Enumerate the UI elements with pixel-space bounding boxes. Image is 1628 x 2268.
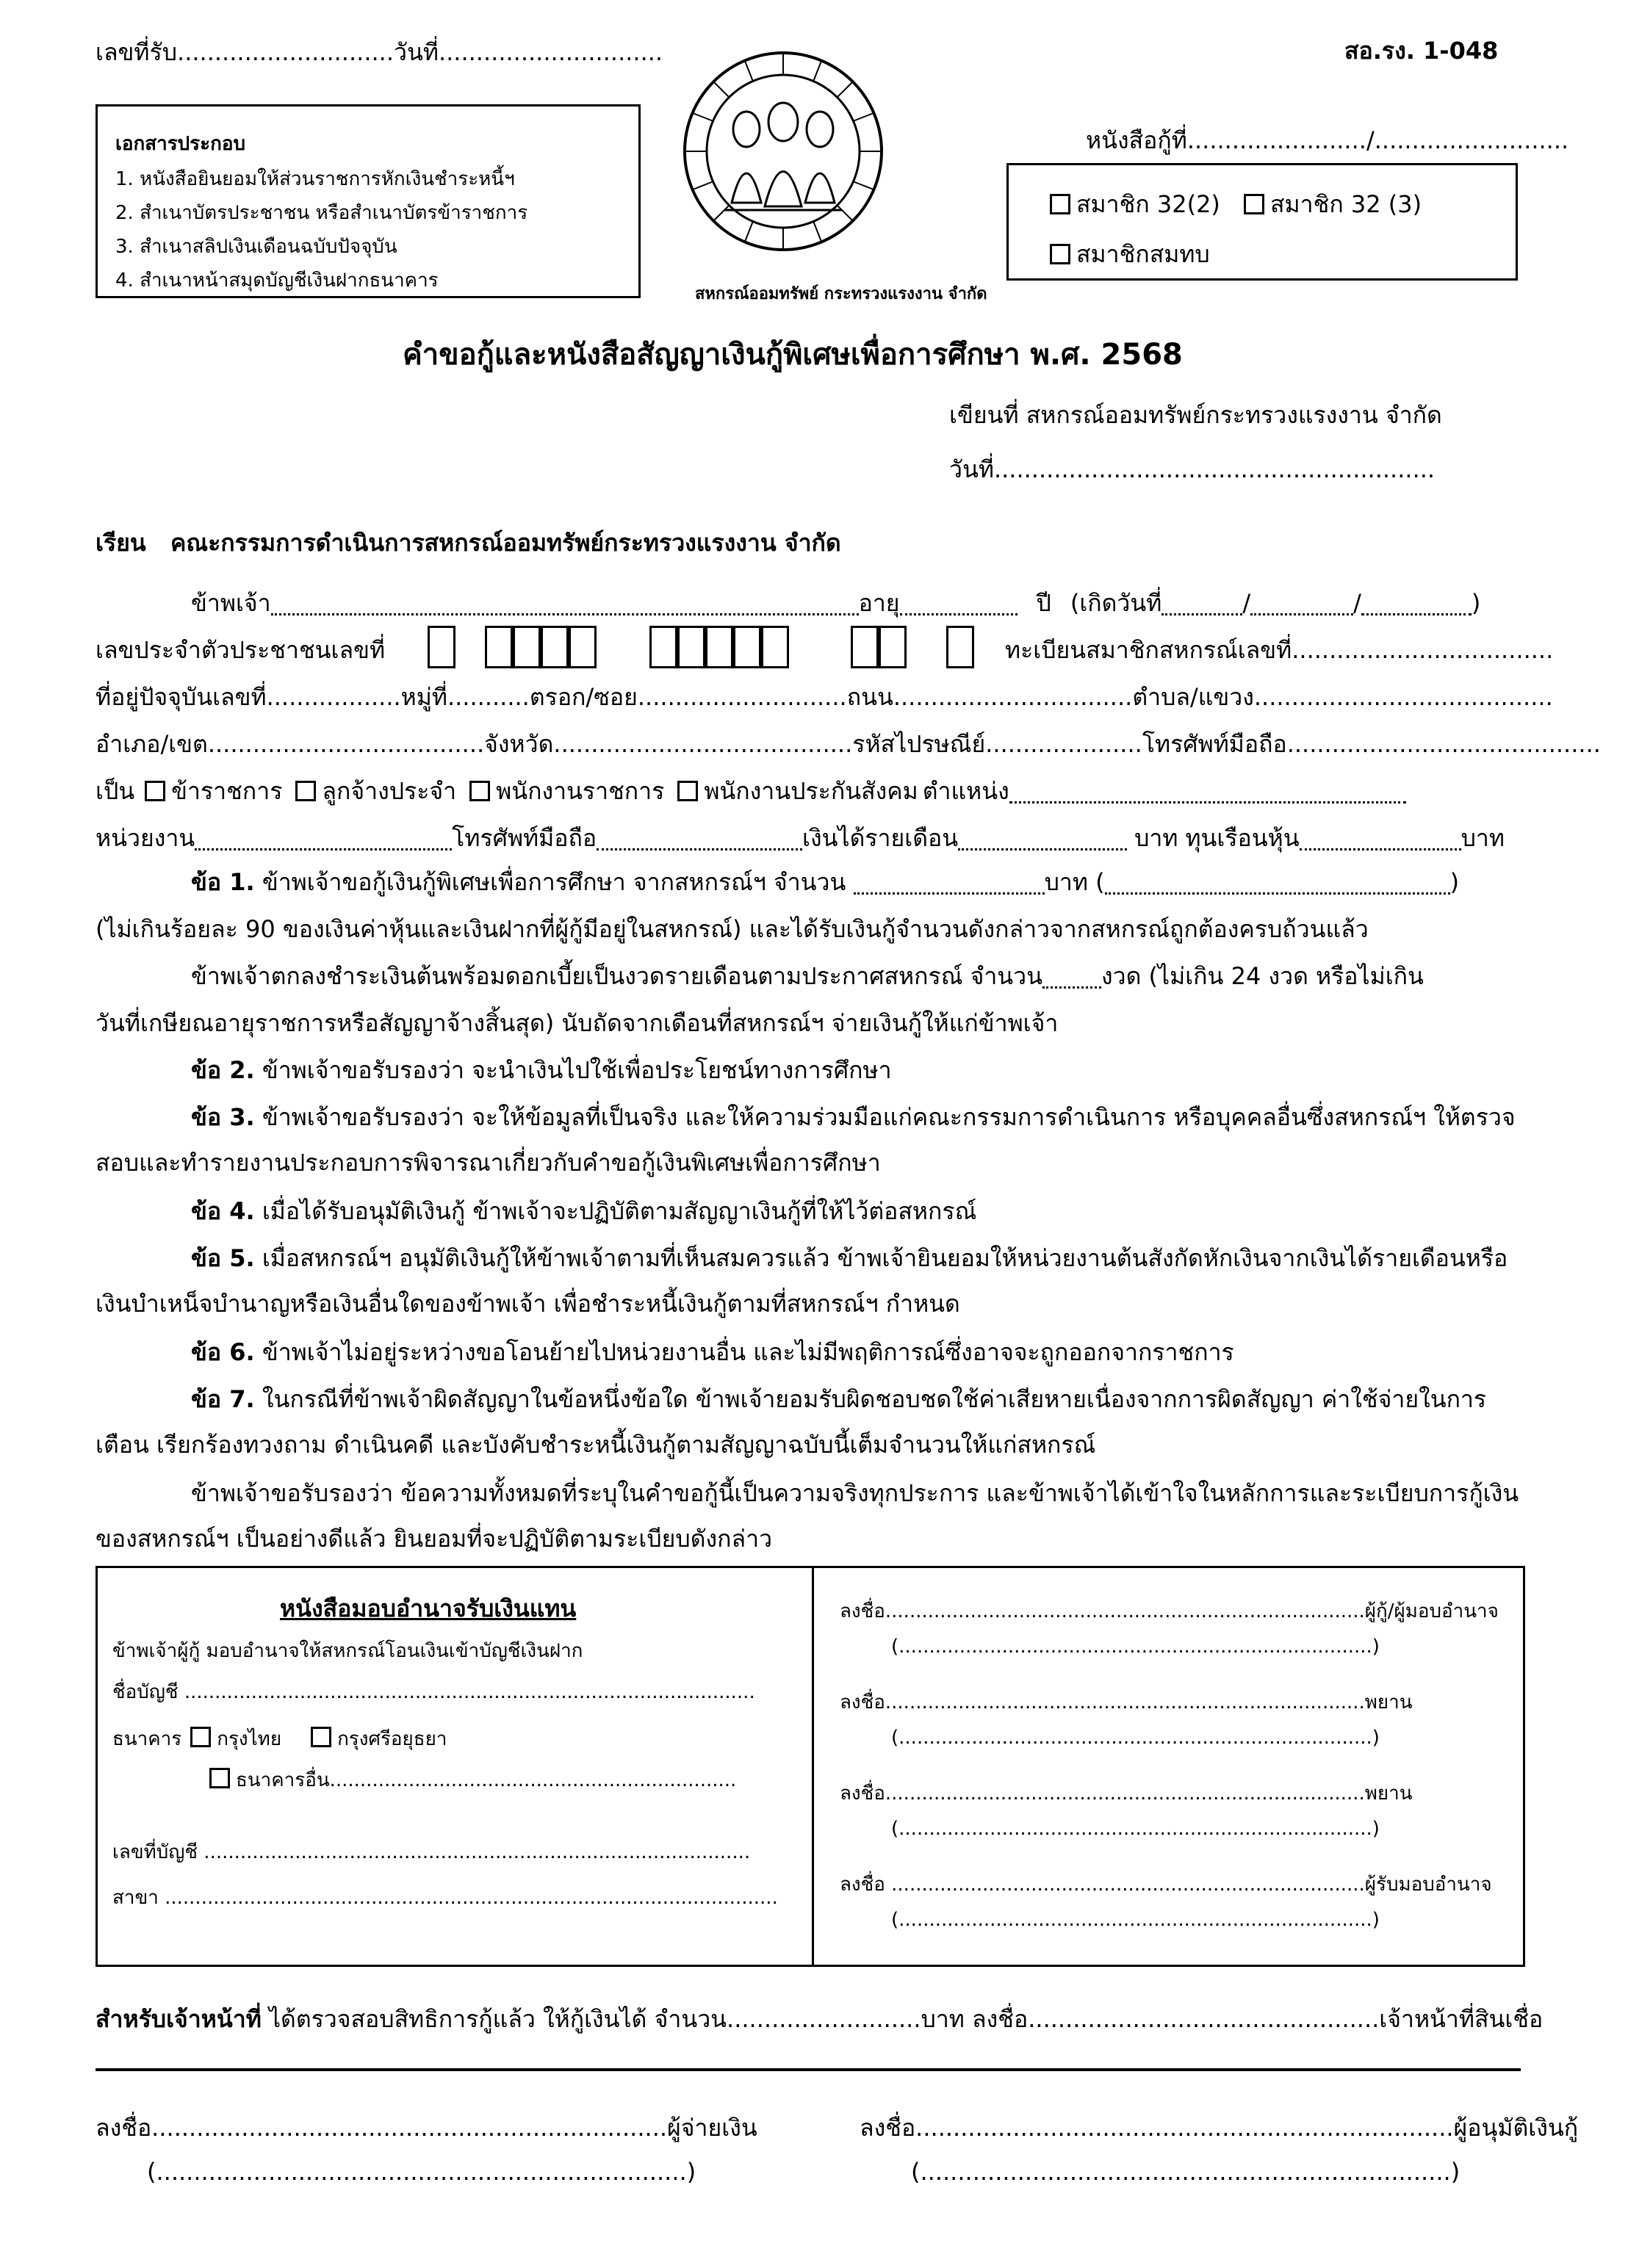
id-digit-box[interactable]: [569, 626, 597, 668]
year-label: ปี: [1036, 589, 1051, 617]
id-label: เลขประจำตัวประชาชนเลขที่: [96, 636, 386, 664]
poa-branch[interactable]: สาขา .....................................................................................................: [112, 1887, 778, 1909]
checkbox-permanent-employee[interactable]: [295, 781, 316, 801]
separator-line: [96, 2068, 1521, 2071]
sign-approver-name[interactable]: (.......................................................................): [911, 2158, 1460, 2186]
be-label: เป็น: [96, 777, 135, 805]
checkbox-icon[interactable]: [1050, 194, 1070, 214]
checkbox-other-bank[interactable]: [209, 1768, 230, 1788]
divider: [812, 1568, 814, 1965]
clause-1-row: ข้อ 1. ข้าพเจ้าขอกู้เงินกู้พิเศษเพื่อการศึกษา จากสหกรณ์ฯ จำนวน บาท ( ): [191, 868, 1460, 896]
shares-input[interactable]: [1300, 826, 1461, 850]
sign-witness-2-name[interactable]: (..............................................................................): [891, 1818, 1380, 1840]
phone-input[interactable]: [597, 826, 802, 850]
shares-label: ทุนเรือนหุ้น: [1185, 824, 1300, 852]
id-digit-box[interactable]: [428, 626, 455, 668]
attachment-item-4: 4. สำเนาหน้าสมุดบัญชีเงินฝากธนาคาร: [115, 270, 439, 292]
clause-7: ข้อ 7. ในกรณีที่ข้าพเจ้าผิดสัญญาในข้อหนึ่งข้อใด ข้าพเจ้ายอมรับผิดชอบชดใช้ค่าเสียหายเนื่องจากการผิดสัญญา ค่าใช้จ่ายในการเตือน เรียกร้องทวงถาม ดำเนินคดี และบังคับชำระหนี้เงินกู้ตามสัญญาฉบับนี้เต็มจำนวนให้แก่สหกรณ์: [96, 1385, 1487, 1459]
sign-borrower-name[interactable]: (..............................................................................): [891, 1636, 1380, 1658]
sign-payer-name[interactable]: (.......................................................................): [147, 2158, 696, 2186]
address-line-2[interactable]: อำเภอ/เขต.....................................จังหวัด........................................รหัสไปรษณีย์.....................โทรศัพท์มือถือ..........................................: [96, 730, 1601, 758]
checkbox-icon[interactable]: [1050, 244, 1070, 264]
unit-row: หน่วยงาน โทรศัพท์มือถือ เงินได้รายเดือน บาท ทุนเรือนหุ้น บาท: [96, 824, 1505, 852]
poa-other-bank[interactable]: ธนาคารอื่น...................................................................: [209, 1765, 736, 1795]
id-digit-box[interactable]: [851, 626, 879, 668]
clause-4: ข้อ 4. เมื่อได้รับอนุมัติเงินกู้ ข้าพเจ้าจะปฏิบัติตามสัญญาเงินกู้ที่ให้ไว้ต่อสหกรณ์: [191, 1197, 977, 1225]
cooperative-logo: [680, 48, 987, 303]
attachments-title: เอกสารประกอบ: [115, 133, 245, 155]
repayment-note: วันที่เกษียณอายุราชการหรือสัญญาจ้างสิ้นสุด) นับถัดจากเดือนที่สหกรณ์ฯ จ่ายเงินกู้ให้แก่ข้าพเจ้า: [96, 1009, 1059, 1037]
salary-label: เงินได้รายเดือน: [802, 824, 959, 852]
dob-month-input[interactable]: [1250, 591, 1353, 615]
member-reg-number[interactable]: ทะเบียนสมาชิกสหกรณ์เลขที่...................................: [1005, 636, 1554, 664]
attachment-item-1: 1. หนังสือยินยอมให้ส่วนราชการหักเงินชำระหนี้ฯ: [115, 168, 515, 190]
form-code: สอ.รง. 1-048: [1344, 37, 1499, 65]
attachment-item-2: 2. สำเนาบัตรประชาชน หรือสำเนาบัตรข้าราชการ: [115, 202, 528, 224]
name-field-row: ข้าพเจ้า อายุ ปี (เกิดวันที่ / / ): [191, 589, 1481, 617]
id-digit-box[interactable]: [649, 626, 677, 668]
unit-label: หน่วยงาน: [96, 824, 195, 852]
poa-bank-row: ธนาคาร กรุงไทย กรุงศรีอยุธยา: [112, 1728, 447, 1750]
id-digit-box[interactable]: [485, 626, 513, 668]
age-label: อายุ: [858, 589, 900, 617]
name-label: ข้าพเจ้า: [191, 589, 271, 617]
unit-input[interactable]: [195, 826, 452, 850]
member-opt-associate[interactable]: สมาชิกสมทบ: [1050, 236, 1210, 273]
loan-number-line[interactable]: หนังสือกู้ที่......................../..........................: [1086, 126, 1569, 154]
dob-year-input[interactable]: [1361, 591, 1472, 615]
installments-input[interactable]: [1042, 964, 1101, 989]
checkbox-icon[interactable]: [1244, 194, 1264, 214]
id-digit-box[interactable]: [705, 626, 733, 668]
officer-label: สำหรับเจ้าหน้าที่: [96, 2005, 262, 2033]
checkbox-social-security-employee[interactable]: [677, 781, 698, 801]
poa-account-no[interactable]: เลขที่บัญชี ..........................................................................................: [112, 1841, 751, 1863]
member-opt-32-3[interactable]: สมาชิก 32 (3): [1244, 186, 1422, 223]
sign-approver[interactable]: ลงชื่อ........................................................................ผู้อนุมัติเงินกู้: [860, 2114, 1579, 2142]
to-label: เรียน: [96, 529, 146, 557]
sign-borrower[interactable]: ลงชื่อ...............................................................................ผู้กู้/ผู้มอบอำนาจ: [840, 1600, 1499, 1622]
address-line-1[interactable]: ที่อยู่ปัจจุบันเลขที่..................หมู่ที่...........ตรอก/ซอย............................ถนน................................ตำบล/แขวง........................................: [96, 683, 1553, 711]
name-input[interactable]: [271, 591, 859, 615]
sign-witness-1[interactable]: ลงชื่อ...............................................................................พยาน: [840, 1691, 1413, 1713]
clause-6: ข้อ 6. ข้าพเจ้าไม่อยู่ระหว่างขอโอนย้ายไปหน่วยงานอื่น และไม่มีพฤติการณ์ซึ่งอาจจะถูกออกจากราชการ: [191, 1338, 1234, 1366]
salary-input[interactable]: [958, 826, 1127, 850]
logo-seal-icon: [680, 48, 886, 254]
date-line[interactable]: วันที่...........................................................: [949, 455, 1436, 483]
poa-statement: ข้าพเจ้าผู้กู้ มอบอำนาจให้สหกรณ์โอนเงินเข้าบัญชีเงินฝาก: [112, 1640, 583, 1662]
id-digit-box[interactable]: [541, 626, 569, 668]
dob-day-input[interactable]: [1161, 591, 1242, 615]
id-digit-box[interactable]: [677, 626, 705, 668]
repayment-row: ข้าพเจ้าตกลงชำระเงินต้นพร้อมดอกเบี้ยเป็นงวดรายเดือนตามประกาศสหกรณ์ จำนวน งวด (ไม่เกิน 24 งวด หรือไม่เกิน: [191, 962, 1424, 990]
id-digit-box[interactable]: [946, 626, 974, 668]
clause-3: ข้อ 3. ข้าพเจ้าขอรับรองว่า จะให้ข้อมูลที่เป็นจริง และให้ความร่วมมือแก่คณะกรรมการดำเนินการ หรือบุคคลอื่นซึ่งสหกรณ์ฯ ให้ตรวจสอบและทำรายงานประกอบการพิจารณาเกี่ยวกับคำขอกู้เงินพิเศษเพื่อการศึกษา: [96, 1103, 1516, 1177]
id-digit-box[interactable]: [761, 626, 789, 668]
position-label: ตำแหน่ง: [922, 777, 1009, 805]
checkbox-krungsri[interactable]: [311, 1727, 331, 1747]
loan-amount-text-input[interactable]: [1105, 870, 1450, 895]
attachment-item-3: 3. สำเนาสลิปเงินเดือนฉบับปัจจุบัน: [115, 236, 397, 258]
checkbox-government-employee[interactable]: [469, 781, 490, 801]
sign-witness-1-name[interactable]: (..............................................................................): [891, 1727, 1380, 1749]
sign-attorney-name[interactable]: (..............................................................................): [891, 1909, 1380, 1931]
dob-label: (เกิดวันที่: [1070, 589, 1162, 617]
loan-amount-input[interactable]: [854, 870, 1045, 895]
clause-2: ข้อ 2. ข้าพเจ้าขอรับรองว่า จะนำเงินไปใช้เพื่อประโยชน์ทางการศึกษา: [191, 1056, 892, 1084]
written-at: เขียนที่ สหกรณ์ออมทรัพย์กระทรวงแรงงาน จำกัด: [949, 401, 1442, 429]
clause-5: ข้อ 5. เมื่อสหกรณ์ฯ อนุมัติเงินกู้ให้ข้าพเจ้าตามที่เห็นสมควรแล้ว ข้าพเจ้ายินยอมให้หน่วยงานต้นสังกัดหักเงินจากเงินได้รายเดือนหรือเงินบำเหน็จบำนาญหรือเงินอื่นใดของข้าพเจ้า เพื่อชำระหนี้เงินกู้ตามที่สหกรณ์ฯ กำหนด: [96, 1244, 1508, 1318]
logo-text: สหกรณ์ออมทรัพย์ กระทรวงแรงงาน จำกัด: [695, 285, 987, 303]
to-recipient: คณะกรรมการดำเนินการสหกรณ์ออมทรัพย์กระทรวงแรงงาน จำกัด: [170, 529, 841, 557]
sign-attorney[interactable]: ลงชื่อ ..............................................................................ผู้รับมอบอำนาจ: [840, 1874, 1492, 1896]
age-input[interactable]: [900, 591, 1018, 615]
authorization-box: [96, 1566, 1525, 1967]
position-input[interactable]: [1009, 779, 1406, 803]
document-title: คำขอกู้และหนังสือสัญญาเงินกู้พิเศษเพื่อการศึกษา พ.ศ. 2568: [403, 338, 1183, 372]
phone-label: โทรศัพท์มือถือ: [452, 824, 597, 852]
position-row: เป็น ข้าราชการ ลูกจ้างประจำ พนักงานราชการ พนักงานประกันสังคม ตำแหน่ง: [96, 773, 1406, 810]
id-digit-box[interactable]: [879, 626, 907, 668]
sign-witness-2[interactable]: ลงชื่อ...............................................................................พยาน: [840, 1783, 1413, 1805]
attachments-box: [96, 104, 641, 298]
poa-title: หนังสือมอบอำนาจรับเงินแทน: [280, 1595, 577, 1622]
certification-paragraph: ข้าพเจ้าขอรับรองว่า ข้อความทั้งหมดที่ระบุในคำขอกู้นี้เป็นความจริงทุกประการ และข้าพเจ้าได้เข้าใจในหลักการและระเบียบการกู้เงินของสหกรณ์ฯ เป็นอย่างดีแล้ว ยินยอมที่จะปฏิบัติตามระเบียบดังกล่าว: [96, 1479, 1519, 1553]
poa-account-name[interactable]: ชื่อบัญชี ..............................................................................................: [112, 1681, 755, 1703]
officer-text[interactable]: ได้ตรวจสอบสิทธิการกู้แล้ว ให้กู้เงินได้ จำนวน..........................บาท ลงชื่อ...............................................เจ้าหน้าที่สินเชื่อ: [268, 2005, 1544, 2033]
id-digit-box[interactable]: [733, 626, 761, 668]
checkbox-civil-servant[interactable]: [145, 781, 165, 801]
sign-payer[interactable]: ลงชื่อ.....................................................................ผู้จ่ายเงิน: [96, 2114, 757, 2142]
officer-row: [96, 2001, 1543, 2038]
checkbox-krungthai[interactable]: [190, 1727, 211, 1747]
id-digit-box[interactable]: [513, 626, 541, 668]
member-opt-32-2[interactable]: สมาชิก 32(2): [1050, 186, 1220, 223]
receipt-line: เลขที่รับ.............................วันที่..............................: [96, 38, 663, 66]
clause-1-note: (ไม่เกินร้อยละ 90 ของเงินค่าหุ้นและเงินฝากที่ผู้กู้มีอยู่ในสหกรณ์) และได้รับเงินกู้จำนวนดังกล่าวจากสหกรณ์ถูกต้องครบถ้วนแล้ว: [96, 915, 1369, 943]
member-type-box: [1006, 163, 1518, 281]
